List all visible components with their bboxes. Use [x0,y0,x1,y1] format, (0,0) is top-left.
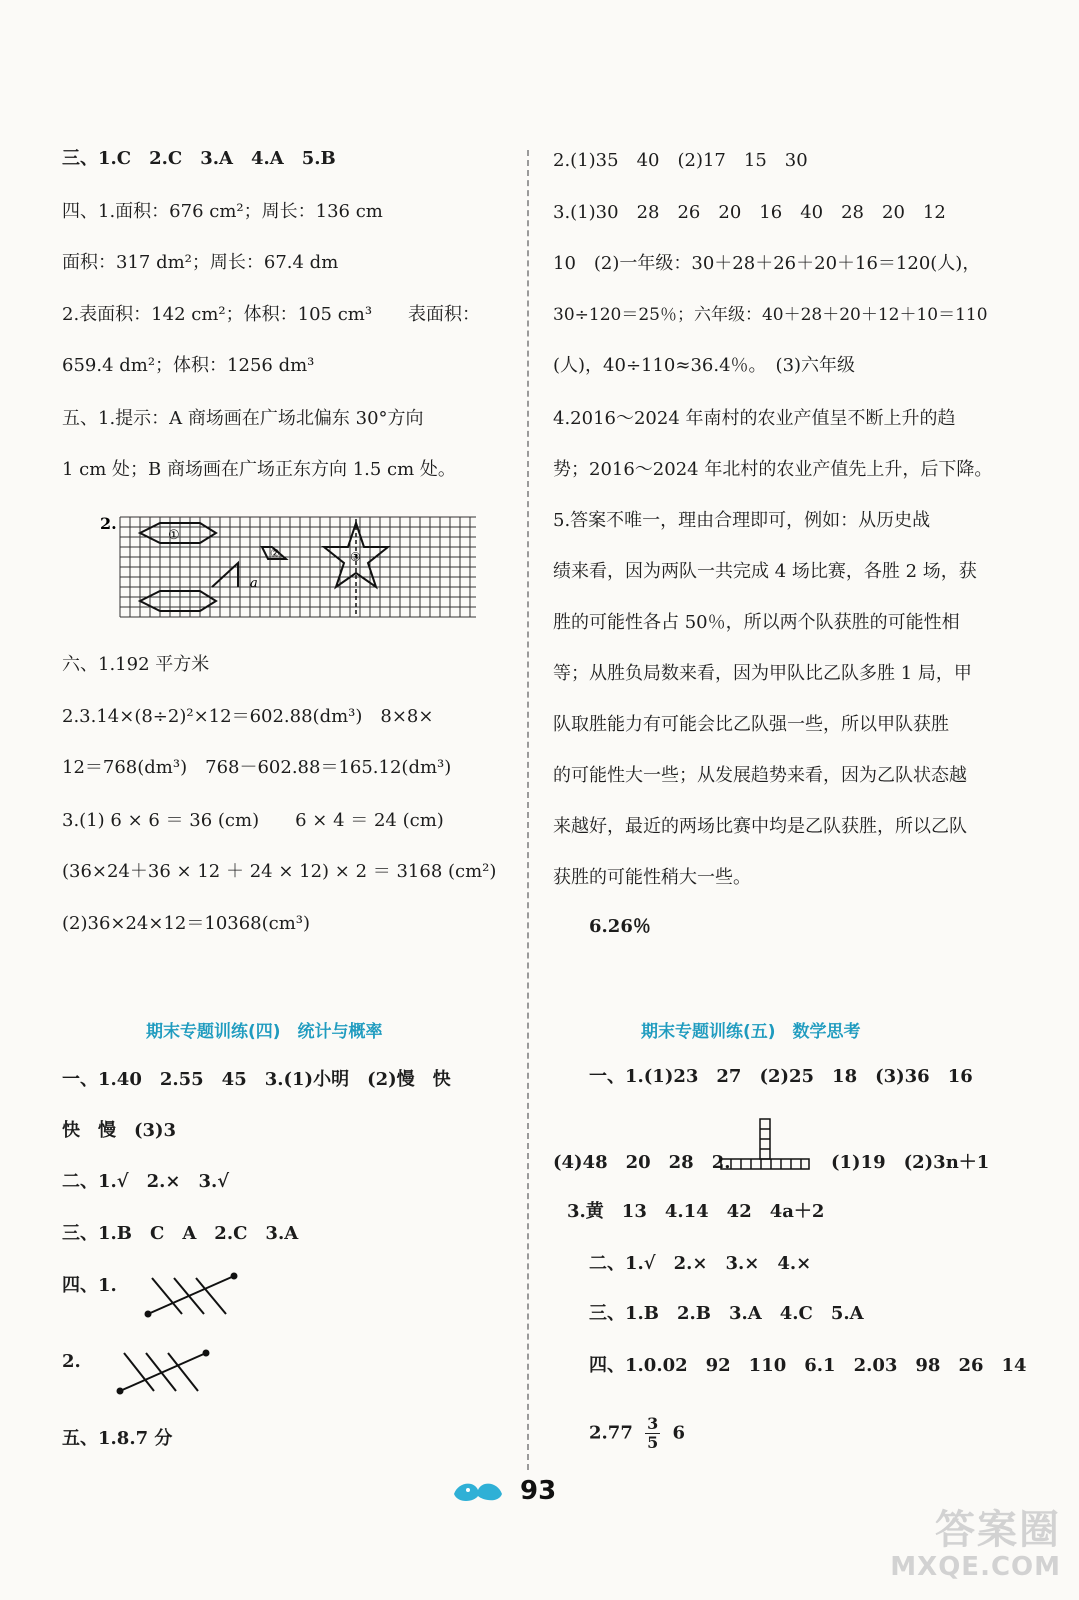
answer-line: 3.(1)30 28 26 20 16 40 28 20 12 [553,202,946,223]
answer-line: 12＝768(dm³) 768－602.88＝165.12(dm³) [62,757,452,778]
answer-line: 来越好，最近的两场比赛中均是乙队获胜，所以乙队 [553,816,967,837]
answer-line: 3.黄 13 4.14 42 4a＋2 [567,1201,825,1222]
answer-line: 6.26％ [589,916,651,937]
answer-line: (4)48 20 28 2. [553,1152,731,1173]
answer-line: 二、1.√ 2.× 3.√ [62,1171,230,1192]
section-title-4: 期末专题训练(四) 统计与概率 [146,1022,383,1042]
answer-line: 的可能性大一些；从发展趋势来看，因为乙队状态越 [553,765,967,786]
answer-line: 快 慢 (3)3 [62,1120,177,1141]
page-number: 93 [520,1476,557,1506]
watermark-logo: 答案圈 [935,1507,1061,1553]
watermark-url: MXQE.COM [890,1552,1061,1582]
answer-line: (36×24＋36 × 12 ＋ 24 × 12) × 2 ＝ 3168 (cm²) [62,861,497,882]
grid-label: 2. [100,515,117,533]
answer-line: 胜的可能性各占 50％，所以两个队获胜的可能性相 [553,612,960,633]
answer-line: (1)19 (2)3n＋1 [831,1152,990,1173]
mark-3: ③ [350,550,361,564]
answer-line: 二、1.√ 2.× 3.× 4.× [589,1253,812,1274]
mark-a: a [250,576,258,591]
answer-line: (人)，40÷110≈36.4％。 (3)六年级 [553,355,856,376]
section-title-5: 期末专题训练(五) 数学思考 [641,1022,861,1042]
answer-line: 一、1.(1)23 27 (2)25 18 (3)36 16 [589,1066,973,1087]
answer-line: 2. [62,1351,81,1372]
answer-line: 五、1.提示：A 商场画在广场北偏东 30°方向 [62,408,424,429]
fraction-denominator: 5 [647,1433,659,1452]
shape-1-copy [140,591,216,611]
t-shape-figure [719,1117,811,1173]
grid-figure [100,515,480,623]
answer-line: (2)36×24×12＝10368(cm³) [62,913,311,934]
fraction [645,1415,660,1452]
answer-line: 5.答案不唯一，理由合理即可，例如：从历史战 [553,510,931,531]
crossing-lines-2 [114,1347,214,1397]
answer-line: 30÷120＝25％；六年级：40＋28＋20＋12＋10＝110 [553,305,988,325]
answer-line: 2.表面积：142 cm²；体积：105 cm³ 表面积： [62,304,481,325]
answer-line: 面积：317 dm²；周长：67.4 dm [62,252,339,273]
answer-line: 四、1.面积：676 cm²；周长：136 cm [62,201,383,222]
answer-line: 一、1.40 2.55 45 3.(1)小明 (2)慢 快 [62,1069,451,1090]
answer-line [589,1415,685,1452]
answer-line: 绩来看，因为两队一共完成 4 场比赛，各胜 2 场，获 [553,561,977,582]
answer-line: 势；2016～2024 年北村的农业产值先上升，后下降。 [553,459,993,480]
fraction-numerator: 3 [647,1414,659,1433]
answer-line: 四、1.0.02 92 110 6.1 2.03 98 26 14 [589,1355,1027,1376]
answer-line: 五、1.8.7 分 [62,1428,173,1449]
crossing-lines-1 [142,1270,242,1320]
grid-drawing [100,515,480,619]
answer-line: 三、1.B 2.B 3.A 4.C 5.A [589,1303,864,1324]
answer-line: 2.(1)35 40 (2)17 15 30 [553,150,808,171]
answer-line: 10 (2)一年级：30＋28＋26＋20＋16＝120(人)， [553,253,981,274]
answer-line: 4.2016～2024 年南村的农业产值呈不断上升的趋 [553,408,956,429]
answer-line: 2.3.14×(8÷2)²×12＝602.88(dm³) 8×8× [62,706,434,727]
mark-2: ② [270,547,280,560]
answer-line: 获胜的可能性稍大一些。 [553,867,751,888]
column-divider [527,150,529,1470]
mark-1: ① [168,528,180,543]
mascot-icon [448,1476,510,1508]
answer-line: 3.(1) 6 × 6 ＝ 36 (cm) 6 × 4 ＝ 24 (cm) [62,810,444,831]
answer-line: 1 cm 处；B 商场画在广场正东方向 1.5 cm 处。 [62,459,456,480]
answer-line: 等；从胜负局数来看，因为甲队比乙队多胜 1 局，甲 [553,663,972,684]
answer-value: 6 [672,1422,686,1444]
answer-line: 三、1.C 2.C 3.A 4.A 5.B [62,148,336,169]
answer-line: 659.4 dm²；体积：1256 dm³ [62,355,315,376]
answer-line: 六、1.192 平方米 [62,654,210,675]
answer-value: 2.77 [589,1422,633,1444]
answer-line: 三、1.B C A 2.C 3.A [62,1223,299,1244]
answer-line: 队取胜能力有可能会比乙队强一些，所以甲队获胜 [553,714,949,735]
answer-line: 四、1. [62,1275,117,1296]
